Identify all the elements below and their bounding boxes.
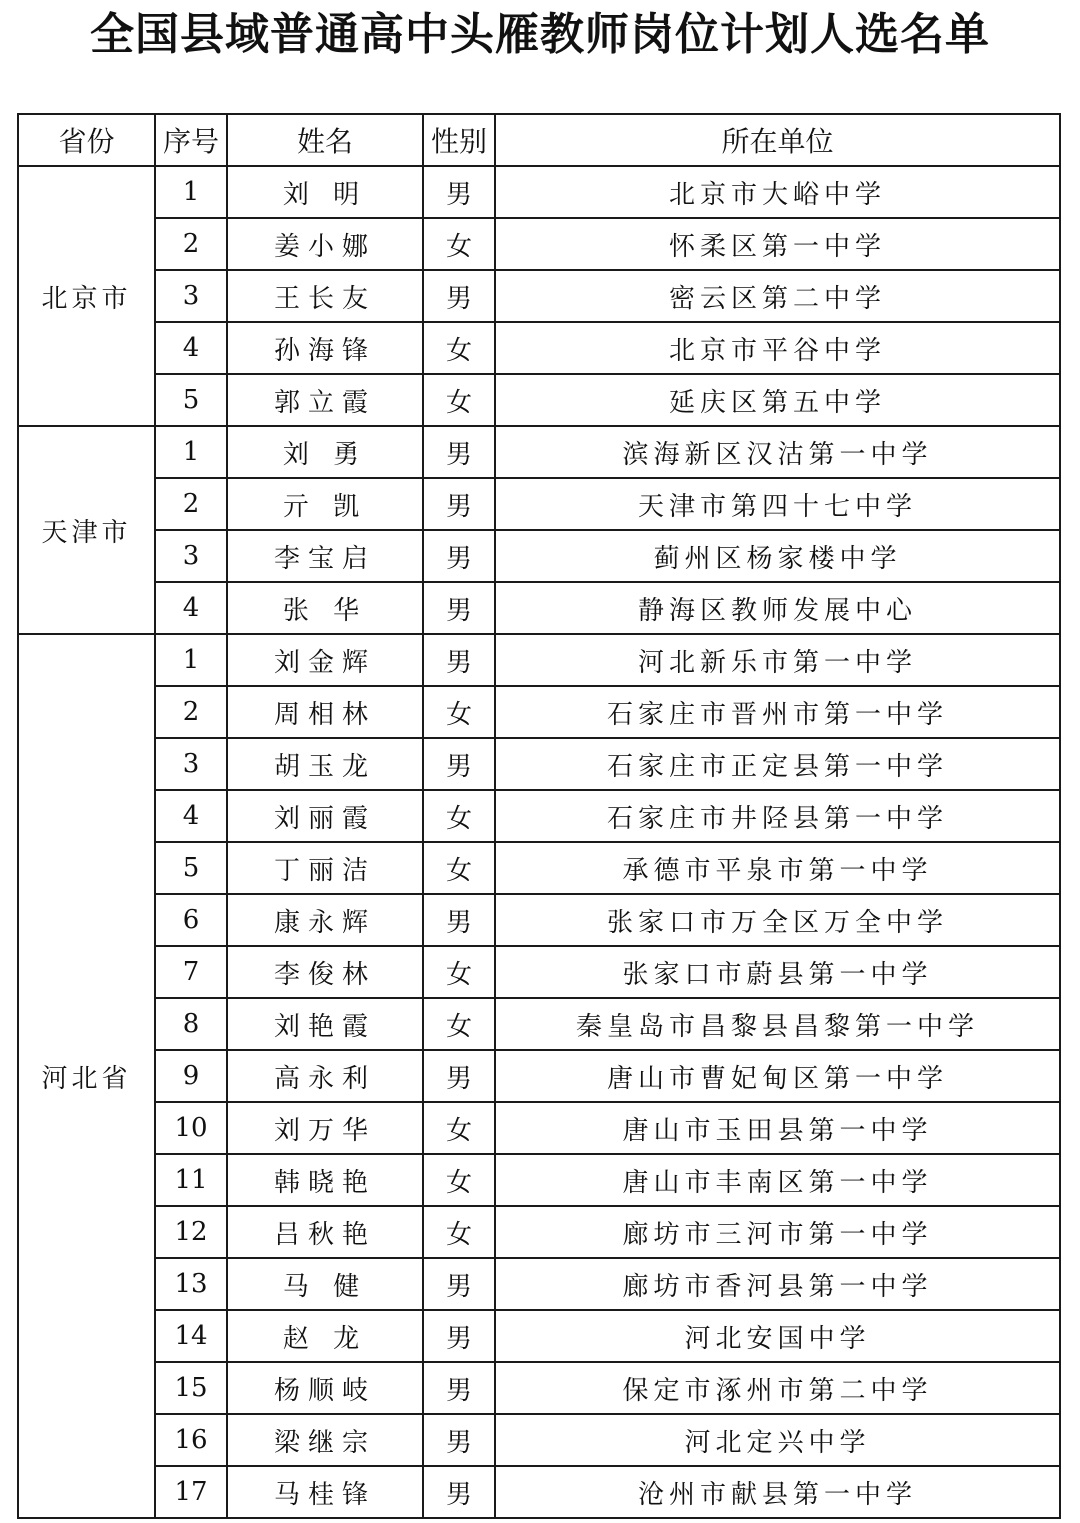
seq-cell: 1 [155,634,227,686]
name-cell: 刘金辉 [227,634,423,686]
unit-cell: 承德市平泉市第一中学 [495,842,1060,894]
table-row [18,946,1060,998]
table-row [18,426,1060,478]
unit-cell: 河北定兴中学 [495,1414,1060,1466]
header-unit: 所在单位 [495,114,1060,166]
seq-cell: 3 [155,270,227,322]
name-cell: 胡玉龙 [227,738,423,790]
table-row [18,1466,1060,1518]
table-row [18,1310,1060,1362]
table-row [18,842,1060,894]
seq-cell: 2 [155,686,227,738]
gender-cell: 男 [423,478,495,530]
table-row [18,1414,1060,1466]
name-cell: 杨顺岐 [227,1362,423,1414]
name-cell: 韩晓艳 [227,1154,423,1206]
province-cell: 北京市 [18,166,155,426]
seq-cell: 8 [155,998,227,1050]
name-cell: 刘万华 [227,1102,423,1154]
table-row [18,1050,1060,1102]
gender-cell: 男 [423,1466,495,1518]
table-row [18,478,1060,530]
name-cell: 郭立霞 [227,374,423,426]
table-row [18,998,1060,1050]
gender-cell: 男 [423,738,495,790]
name-cell: 高永利 [227,1050,423,1102]
gender-cell: 女 [423,946,495,998]
table-row [18,1206,1060,1258]
unit-cell: 唐山市曹妃甸区第一中学 [495,1050,1060,1102]
unit-cell: 唐山市玉田县第一中学 [495,1102,1060,1154]
table-row [18,322,1060,374]
table-row [18,738,1060,790]
seq-cell: 10 [155,1102,227,1154]
page-title: 全国县域普通高中头雁教师岗位计划人选名单 [90,9,990,60]
name-cell: 丁丽洁 [227,842,423,894]
unit-cell: 沧州市献县第一中学 [495,1466,1060,1518]
gender-cell: 女 [423,374,495,426]
seq-cell: 5 [155,374,227,426]
seq-cell: 13 [155,1258,227,1310]
name-cell: 梁继宗 [227,1414,423,1466]
seq-cell: 2 [155,218,227,270]
unit-cell: 唐山市丰南区第一中学 [495,1154,1060,1206]
seq-cell: 1 [155,166,227,218]
seq-cell: 6 [155,894,227,946]
table-row [18,686,1060,738]
table-row [18,634,1060,686]
unit-cell: 河北新乐市第一中学 [495,634,1060,686]
unit-cell: 石家庄市正定县第一中学 [495,738,1060,790]
unit-cell: 石家庄市井陉县第一中学 [495,790,1060,842]
name-cell: 刘艳霞 [227,998,423,1050]
table-body [18,166,1060,1518]
gender-cell: 女 [423,686,495,738]
gender-cell: 女 [423,842,495,894]
table-row [18,166,1060,218]
gender-cell: 男 [423,894,495,946]
gender-cell: 女 [423,1206,495,1258]
unit-cell: 北京市平谷中学 [495,322,1060,374]
table-row [18,374,1060,426]
name-cell: 孙海锋 [227,322,423,374]
header-row [18,114,1060,166]
name-cell: 姜小娜 [227,218,423,270]
seq-cell: 14 [155,1310,227,1362]
unit-cell: 密云区第二中学 [495,270,1060,322]
name-cell: 刘 勇 [227,426,423,478]
seq-cell: 5 [155,842,227,894]
gender-cell: 男 [423,426,495,478]
table-row [18,582,1060,634]
unit-cell: 天津市第四十七中学 [495,478,1060,530]
name-cell: 刘丽霞 [227,790,423,842]
header-province: 省份 [18,114,155,166]
candidate-table [17,113,1061,1519]
unit-cell: 石家庄市晋州市第一中学 [495,686,1060,738]
gender-cell: 女 [423,790,495,842]
table-row [18,1154,1060,1206]
seq-cell: 4 [155,582,227,634]
header-gender: 性别 [423,114,495,166]
seq-cell: 15 [155,1362,227,1414]
gender-cell: 男 [423,1414,495,1466]
table-header [18,114,1060,166]
unit-cell: 静海区教师发展中心 [495,582,1060,634]
gender-cell: 女 [423,218,495,270]
table-row [18,1258,1060,1310]
name-cell: 李俊林 [227,946,423,998]
gender-cell: 女 [423,322,495,374]
unit-cell: 河北安国中学 [495,1310,1060,1362]
seq-cell: 4 [155,322,227,374]
gender-cell: 男 [423,166,495,218]
seq-cell: 3 [155,738,227,790]
name-cell: 马桂锋 [227,1466,423,1518]
header-name: 姓名 [227,114,423,166]
province-cell: 天津市 [18,426,155,634]
name-cell: 李宝启 [227,530,423,582]
unit-cell: 廊坊市香河县第一中学 [495,1258,1060,1310]
province-cell: 河北省 [18,634,155,1518]
name-cell: 刘 明 [227,166,423,218]
seq-cell: 4 [155,790,227,842]
gender-cell: 女 [423,998,495,1050]
seq-cell: 9 [155,1050,227,1102]
gender-cell: 男 [423,634,495,686]
table-row [18,1102,1060,1154]
name-cell: 张 华 [227,582,423,634]
seq-cell: 3 [155,530,227,582]
unit-cell: 秦皇岛市昌黎县昌黎第一中学 [495,998,1060,1050]
seq-cell: 1 [155,426,227,478]
unit-cell: 保定市涿州市第二中学 [495,1362,1060,1414]
unit-cell: 蓟州区杨家楼中学 [495,530,1060,582]
table-row [18,270,1060,322]
seq-cell: 16 [155,1414,227,1466]
table-row [18,530,1060,582]
unit-cell: 廊坊市三河市第一中学 [495,1206,1060,1258]
gender-cell: 女 [423,1102,495,1154]
name-cell: 吕秋艳 [227,1206,423,1258]
unit-cell: 滨海新区汉沽第一中学 [495,426,1060,478]
seq-cell: 2 [155,478,227,530]
name-cell: 赵 龙 [227,1310,423,1362]
table-row [18,218,1060,270]
gender-cell: 男 [423,1050,495,1102]
name-cell: 王长友 [227,270,423,322]
table-row [18,894,1060,946]
unit-cell: 怀柔区第一中学 [495,218,1060,270]
seq-cell: 12 [155,1206,227,1258]
gender-cell: 男 [423,582,495,634]
seq-cell: 7 [155,946,227,998]
gender-cell: 男 [423,1362,495,1414]
table-row [18,1362,1060,1414]
name-cell: 马 健 [227,1258,423,1310]
name-cell: 周相林 [227,686,423,738]
gender-cell: 男 [423,1310,495,1362]
seq-cell: 17 [155,1466,227,1518]
gender-cell: 男 [423,270,495,322]
table-row [18,790,1060,842]
unit-cell: 张家口市蔚县第一中学 [495,946,1060,998]
seq-cell: 11 [155,1154,227,1206]
header-seq: 序号 [155,114,227,166]
unit-cell: 张家口市万全区万全中学 [495,894,1060,946]
unit-cell: 延庆区第五中学 [495,374,1060,426]
name-cell: 康永辉 [227,894,423,946]
gender-cell: 男 [423,1258,495,1310]
gender-cell: 男 [423,530,495,582]
name-cell: 亓 凯 [227,478,423,530]
unit-cell: 北京市大峪中学 [495,166,1060,218]
gender-cell: 女 [423,1154,495,1206]
